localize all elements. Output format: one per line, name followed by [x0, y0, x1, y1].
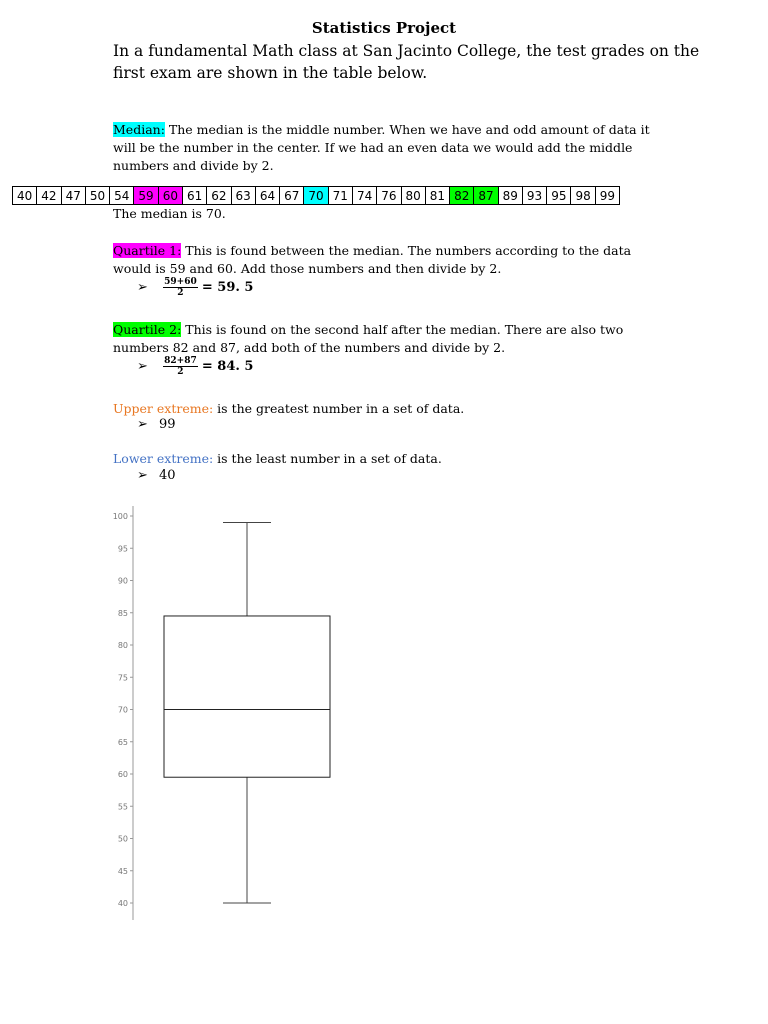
quartile2-text: This is found on the second half after the median. There are also two numbers 82 and 87, add both of the numbers and divide by 2.: [113, 322, 624, 355]
quartile2-paragraph: [113, 321, 673, 357]
upper-extreme-text: is the greatest number in a set of data.: [213, 401, 465, 416]
lower-extreme-number: 40: [159, 468, 176, 483]
quartile2-fraction: [163, 356, 198, 377]
y-tick-label: 60: [117, 770, 128, 779]
y-tick-label: 55: [117, 802, 128, 812]
grade-cell: 63: [231, 187, 255, 205]
grades-table: [12, 186, 620, 205]
grade-cell: 87: [474, 187, 498, 205]
grade-cell: 89: [498, 187, 522, 205]
quartile1-formula: [137, 277, 253, 298]
page-title: Statistics Project: [311, 19, 457, 37]
median-result: The median is 70.: [113, 206, 226, 221]
quartile2-numerator: 82+87: [164, 356, 197, 366]
quartile2-denominator: 2: [177, 367, 184, 377]
quartile1-fraction: [163, 277, 198, 298]
arrow-bullet-icon: ➢: [137, 359, 148, 374]
y-tick-label: 40: [117, 899, 128, 908]
arrow-bullet-icon: ➢: [137, 417, 148, 432]
grade-cell: 74: [352, 187, 376, 205]
quartile1-paragraph: [113, 242, 673, 278]
grade-cell: 71: [328, 187, 352, 205]
lower-extreme-value: [137, 468, 176, 483]
grade-cell: 50: [85, 187, 109, 205]
grade-cell: 60: [158, 187, 182, 205]
arrow-bullet-icon: ➢: [137, 280, 148, 295]
upper-extreme-number: 99: [159, 417, 176, 432]
y-tick-label: 90: [117, 576, 128, 586]
y-tick-label: 45: [117, 866, 128, 876]
median-text: The median is the middle number. When we have and odd amount of data it will be the number in the center. If we had an even data we would add the middle numbers and divide by 2.: [113, 122, 650, 173]
grade-cell: 61: [182, 187, 206, 205]
box-plot: [100, 500, 360, 930]
upper-extreme-label: Upper extreme:: [113, 401, 214, 416]
y-tick-label: 100: [112, 512, 128, 521]
median-paragraph: [113, 121, 673, 175]
quartile1-numerator: 59+60: [164, 277, 197, 287]
grade-cell: 64: [255, 187, 279, 205]
grade-cell: 93: [522, 187, 546, 205]
y-tick-label: 95: [117, 544, 128, 554]
y-tick-label: 80: [117, 641, 128, 650]
quartile2-formula: [137, 356, 253, 377]
intro-paragraph: In a fundamental Math class at San Jacinto College, the test grades on the first exam are shown in the table below.: [113, 42, 700, 82]
grade-cell: 99: [595, 187, 619, 205]
grade-cell: 42: [37, 187, 61, 205]
quartile1-label: Quartile 1:: [113, 243, 182, 258]
grade-cell: 59: [134, 187, 158, 205]
grade-cell: 70: [304, 187, 328, 205]
grade-cell: 67: [280, 187, 304, 205]
grade-cell: 40: [13, 187, 37, 205]
lower-extreme-text: is the least number in a set of data.: [213, 451, 442, 466]
grade-cell: 98: [571, 187, 595, 205]
lower-extreme-paragraph: [113, 450, 673, 468]
grade-cell: 82: [450, 187, 474, 205]
grade-cell: 76: [377, 187, 401, 205]
arrow-bullet-icon: ➢: [137, 468, 148, 483]
iqr-box: [164, 616, 330, 777]
quartile2-result: = 84. 5: [201, 359, 254, 374]
lower-extreme-label: Lower extreme:: [113, 451, 214, 466]
upper-extreme-value: [137, 417, 176, 432]
upper-extreme-paragraph: [113, 400, 673, 418]
grade-cell: 47: [61, 187, 85, 205]
grade-cell: 95: [547, 187, 571, 205]
y-tick-label: 85: [117, 608, 128, 618]
y-tick-label: 70: [117, 705, 128, 715]
quartile2-label: Quartile 2:: [113, 322, 182, 337]
grades-row: [13, 187, 620, 205]
quartile1-denominator: 2: [177, 288, 184, 298]
grade-cell: 80: [401, 187, 425, 205]
y-tick-label: 50: [117, 834, 128, 844]
grade-cell: 62: [207, 187, 231, 205]
grade-cell: 54: [110, 187, 134, 205]
quartile1-result: = 59. 5: [201, 280, 254, 295]
y-tick-label: 75: [117, 673, 128, 683]
grade-cell: 81: [425, 187, 449, 205]
median-label: Median:: [113, 122, 165, 137]
quartile1-text: This is found between the median. The numbers according to the data would is 59 and 60. Add those numbers and then divide by 2.: [113, 243, 632, 276]
y-tick-label: 65: [117, 737, 128, 747]
